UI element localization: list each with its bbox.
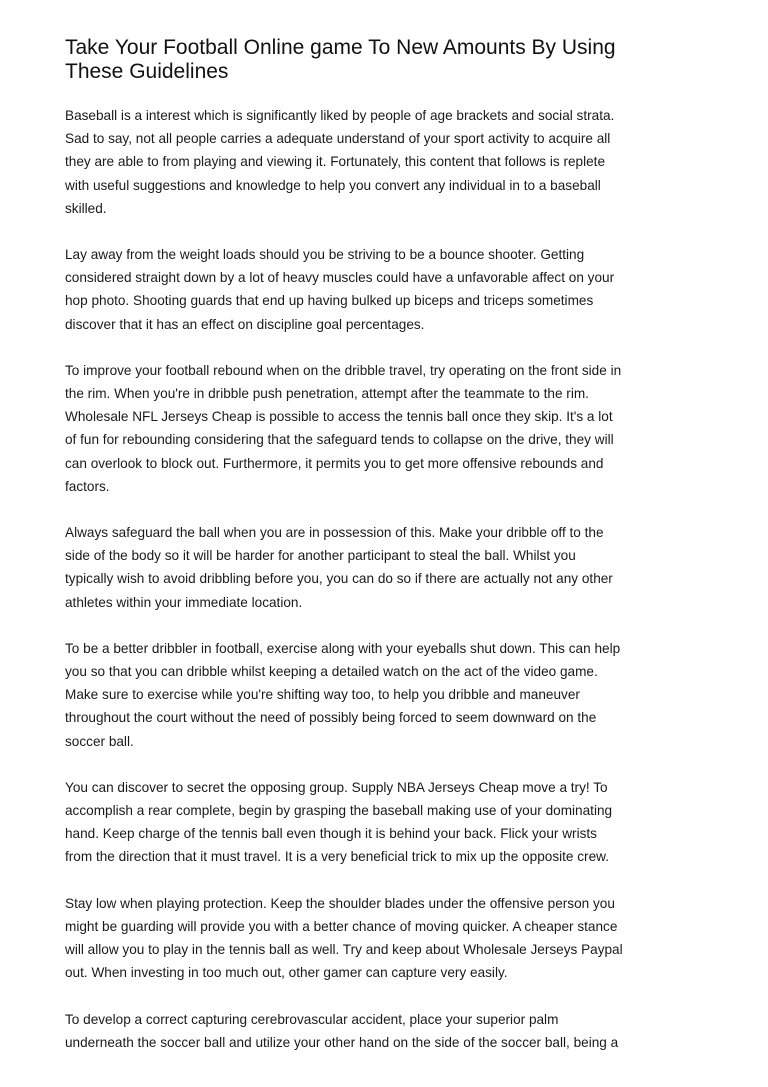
text-line: discover that it has an effect on discipline goal percentages. — [65, 316, 425, 332]
text-line: from the direction that it must travel. It is a very beneficial trick to mix up the opposite crew. — [65, 849, 609, 865]
text-line: To improve your football rebound when on the dribble travel, try operating on the front side in — [65, 362, 622, 378]
text-line: Baseball is a interest which is significantly liked by people of age brackets and social strata. — [65, 108, 615, 123]
body-paragraph — [65, 776, 715, 869]
title-line: These Guidelines — [65, 60, 229, 83]
text-line: To be a better dribbler in football, exercise along with your eyeballs shut down. This can help — [65, 640, 621, 656]
text-line: Sad to say, not all people carries a adequate understand of your sport activity to acquire all — [65, 131, 611, 147]
text-line: hand. Keep charge of the tennis ball even though it is behind your back. Flick your wrists — [65, 826, 597, 842]
text-line: the rim. When you're in dribble push penetration, attempt after the teammate to the rim. — [65, 386, 589, 402]
text-line: might be guarding will provide you with a better chance of moving quicker. A cheaper stance — [65, 918, 618, 934]
text-line: you so that you can dribble whilst keeping a detailed watch on the act of the video game. — [65, 664, 598, 680]
document-page — [65, 36, 715, 1077]
text-line: Stay low when playing protection. Keep the shoulder blades under the offensive person you — [65, 895, 615, 911]
text-line: will allow you to play in the tennis ball as well. Try and keep about Wholesale Jerseys Paypal — [65, 942, 623, 958]
body-paragraph — [65, 521, 715, 614]
body-paragraph — [65, 892, 715, 985]
text-line: hop photo. Shooting guards that end up having bulked up biceps and triceps sometimes — [65, 293, 594, 309]
text-line: throughout the court without the need of possibly being forced to seem downward on the — [65, 710, 597, 726]
text-line: underneath the soccer ball and utilize your other hand on the side of the soccer ball, being a — [65, 1034, 619, 1050]
text-line: To develop a correct capturing cerebrovascular accident, place your superior palm — [65, 1011, 559, 1027]
body-paragraph — [65, 243, 715, 336]
text-line: side of the body so it will be harder for another participant to steal the ball. Whilst you — [65, 548, 576, 564]
text-line: they are able to from playing and viewing it. Fortunately, this content that follows is replete — [65, 154, 606, 170]
body-paragraph — [65, 104, 715, 220]
text-line: skilled. — [65, 200, 107, 216]
text-line: athletes within your immediate location. — [65, 594, 303, 610]
body-paragraph — [65, 1008, 715, 1054]
text-line: of fun for rebounding considering that the safeguard tends to collapse on the drive, they will — [65, 432, 614, 448]
text-line: considered straight down by a lot of heavy muscles could have a unfavorable affect on your — [65, 270, 615, 286]
text-line: soccer ball. — [65, 733, 134, 749]
text-line: Always safeguard the ball when you are in possession of this. Make your dribble off to the — [65, 525, 604, 541]
text-line: Make sure to exercise while you're shifting way too, to help you dribble and maneuver — [65, 687, 580, 703]
text-line: Lay away from the weight loads should you be striving to be a bounce shooter. Getting — [65, 247, 585, 263]
text-line: You can discover to secret the opposing group. Supply NBA Jerseys Cheap move a try! To — [65, 779, 608, 795]
text-line: typically wish to avoid dribbling before you, you can do so if there are actually not any other — [65, 571, 613, 587]
text-line: Wholesale NFL Jerseys Cheap is possible to access the tennis ball once they skip. It's a lot — [65, 409, 613, 425]
text-line: factors. — [65, 478, 110, 494]
text-line: out. When investing in too much out, other gamer can capture very easily. — [65, 965, 508, 981]
title-line: Take Your Football Online game To New Amounts By Using — [65, 36, 616, 59]
body-paragraph — [65, 359, 715, 498]
text-line: accomplish a rear complete, begin by grasping the baseball making use of your dominating — [65, 803, 613, 819]
text-line: with useful suggestions and knowledge to help you convert any individual in to a baseball — [65, 177, 601, 193]
document-title — [65, 36, 715, 84]
document-body — [65, 104, 715, 1054]
text-line: can overlook to block out. Furthermore, it permits you to get more offensive rebounds and — [65, 455, 604, 471]
body-paragraph — [65, 637, 715, 753]
